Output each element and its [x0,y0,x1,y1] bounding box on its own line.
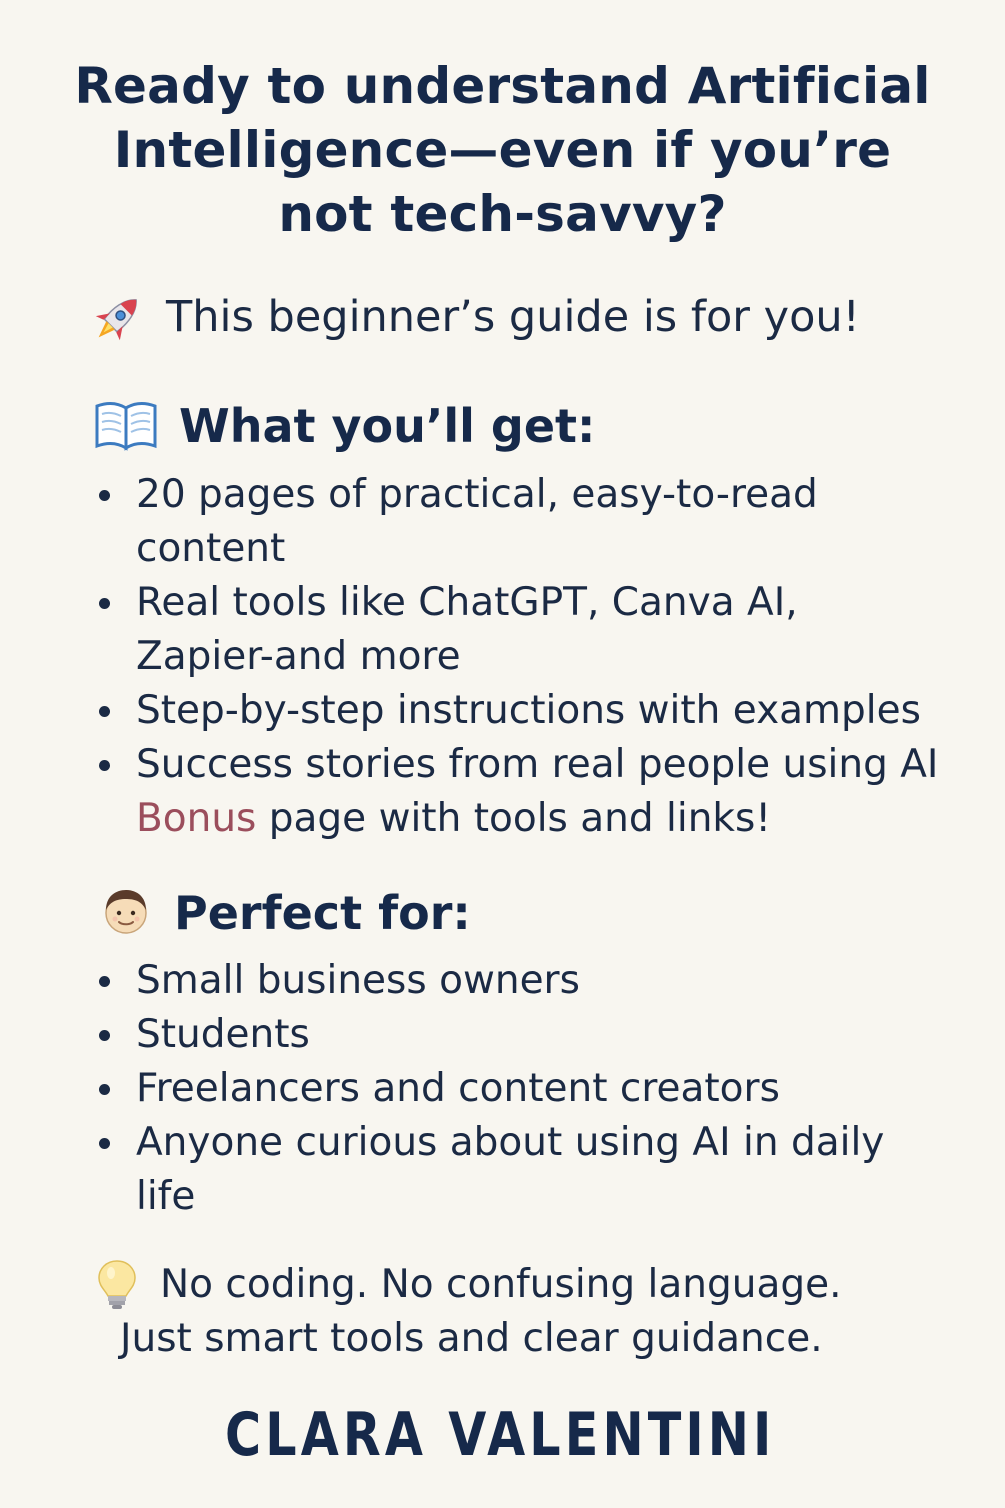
bonus-highlight: Bonus [136,796,257,841]
bonus-line [136,792,771,846]
person-face-icon [102,886,150,936]
get-item-2-line-1: Real tools like ChatGPT, Canva AI, [136,580,798,625]
intro-text: This beginner’s guide is for you! [166,292,860,342]
headline [40,54,965,246]
rocket-icon [86,290,148,348]
bullet-dot [99,976,110,987]
get-item-3-line-1: Step-by-step instructions with examples [136,688,921,733]
bullet-dot [99,490,110,501]
perfect-for-heading: Perfect for: [174,886,471,940]
perfect-item-2-line-1: Students [136,1012,310,1057]
bullet-dot [99,1084,110,1095]
perfect-item-1-line-1: Small business owners [136,958,580,1003]
get-item-1-line-2: content [136,526,286,571]
open-book-icon [94,398,158,452]
bonus-rest: page with tools and links! [256,796,771,841]
get-item-4-line-1: Success stories from real people using AI [136,742,939,787]
headline-line-3: not tech-savvy? [278,185,727,243]
get-item-2-line-2: Zapier-and more [136,634,461,679]
bullet-dot [99,1138,110,1149]
what-you-get-heading: What you’ll get: [179,399,596,453]
bullet-dot [99,706,110,717]
bullet-dot [99,760,110,771]
headline-line-1: Ready to understand Artificial [74,57,931,115]
bullet-dot [99,1030,110,1041]
perfect-item-3-line-1: Freelancers and content creators [136,1066,780,1111]
get-item-1-line-1: 20 pages of practical, easy-to-read [136,472,818,517]
closing-line-2: Just smart tools and clear guidance. [120,1316,823,1361]
headline-line-2: Intelligence—even if you’re [113,121,892,179]
lightbulb-icon [96,1258,138,1312]
closing-line-1: No coding. No confusing language. [160,1262,842,1307]
perfect-item-4-line-2: life [136,1174,196,1219]
bullet-dot [99,598,110,609]
perfect-item-4-line-1: Anyone curious about using AI in daily [136,1120,885,1165]
author-name: CLARA VALENTINI [225,1400,776,1470]
